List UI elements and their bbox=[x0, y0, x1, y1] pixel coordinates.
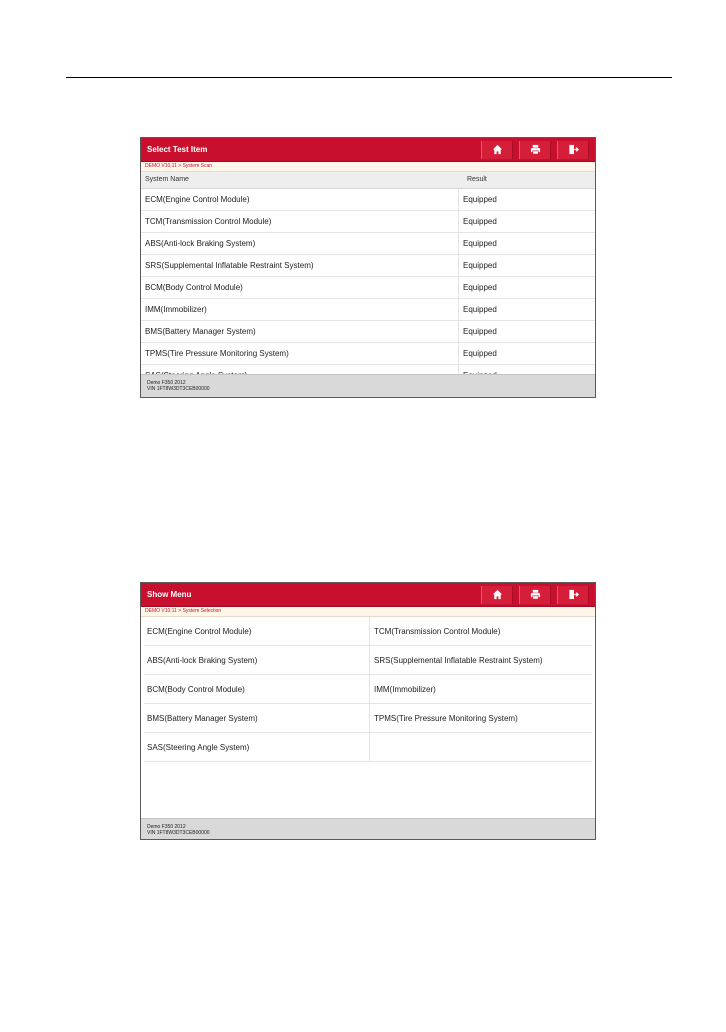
title-bar bbox=[141, 583, 595, 607]
breadcrumb: DEMO V10.11 > System Scan bbox=[141, 162, 595, 172]
column-system-name: System Name bbox=[145, 176, 189, 183]
system-name: ABS(Anti-lock Braking System) bbox=[141, 233, 459, 254]
exit-button[interactable] bbox=[557, 586, 589, 604]
system-result: Equipped bbox=[463, 305, 497, 314]
system-name: BCM(Body Control Module) bbox=[141, 277, 459, 298]
table-row[interactable] bbox=[141, 277, 595, 299]
select-test-item-screen bbox=[140, 137, 596, 398]
table-row[interactable] bbox=[141, 233, 595, 255]
system-name: BMS(Battery Manager System) bbox=[141, 321, 459, 342]
system-name: IMM(Immobilizer) bbox=[141, 299, 459, 320]
menu-item-tcm[interactable]: TCM(Transmission Control Module) bbox=[370, 617, 592, 646]
system-name: ECM(Engine Control Module) bbox=[141, 189, 459, 210]
table-row[interactable] bbox=[141, 343, 595, 365]
screen-title: Show Menu bbox=[147, 590, 192, 599]
vehicle-model: Demo F350 2012 bbox=[147, 380, 186, 386]
system-result: Equipped bbox=[463, 327, 497, 336]
vehicle-info-footer bbox=[141, 818, 595, 839]
print-icon bbox=[530, 589, 541, 600]
table-row[interactable] bbox=[141, 321, 595, 343]
vehicle-model: Demo F350 2012 bbox=[147, 824, 186, 830]
breadcrumb: DEMO V10.11 > System Selection bbox=[141, 607, 595, 617]
system-result: Equipped bbox=[463, 283, 497, 292]
system-result: Equipped bbox=[463, 239, 497, 248]
system-name: SRS(Supplemental Inflatable Restraint System) bbox=[141, 255, 459, 276]
table-row[interactable] bbox=[141, 189, 595, 211]
system-result: Equipped bbox=[463, 349, 497, 358]
menu-item-srs[interactable]: SRS(Supplemental Inflatable Restraint System) bbox=[370, 646, 592, 675]
page-header-rule bbox=[66, 77, 672, 78]
exit-icon bbox=[568, 589, 579, 600]
vehicle-vin: VIN 1FT8W3DT3CEB00000 bbox=[147, 386, 210, 392]
system-result: Equipped bbox=[463, 217, 497, 226]
menu-item-imm[interactable]: IMM(Immobilizer) bbox=[370, 675, 592, 704]
system-result: Equipped bbox=[463, 195, 497, 204]
home-icon bbox=[492, 144, 503, 155]
vehicle-info-footer bbox=[141, 374, 595, 397]
menu-item-sas[interactable]: SAS(Steering Angle System) bbox=[144, 733, 370, 762]
screen-title: Select Test Item bbox=[147, 145, 208, 154]
column-result: Result bbox=[467, 176, 487, 183]
menu-item-bms[interactable]: BMS(Battery Manager System) bbox=[144, 704, 370, 733]
table-row[interactable] bbox=[141, 299, 595, 321]
system-menu-grid bbox=[144, 617, 592, 762]
home-button[interactable] bbox=[481, 586, 513, 604]
home-button[interactable] bbox=[481, 141, 513, 159]
print-button[interactable] bbox=[519, 141, 551, 159]
show-menu-screen bbox=[140, 582, 596, 840]
system-name: TPMS(Tire Pressure Monitoring System) bbox=[141, 343, 459, 364]
menu-item-tpms[interactable]: TPMS(Tire Pressure Monitoring System) bbox=[370, 704, 592, 733]
print-icon bbox=[530, 144, 541, 155]
menu-item-empty bbox=[370, 733, 592, 762]
home-icon bbox=[492, 589, 503, 600]
menu-item-abs[interactable]: ABS(Anti-lock Braking System) bbox=[144, 646, 370, 675]
exit-button[interactable] bbox=[557, 141, 589, 159]
menu-item-ecm[interactable]: ECM(Engine Control Module) bbox=[144, 617, 370, 646]
table-row[interactable] bbox=[141, 211, 595, 233]
vehicle-vin: VIN 1FT8W3DT3CEB00000 bbox=[147, 830, 210, 836]
menu-item-bcm[interactable]: BCM(Body Control Module) bbox=[144, 675, 370, 704]
exit-icon bbox=[568, 144, 579, 155]
table-row[interactable] bbox=[141, 255, 595, 277]
system-table[interactable] bbox=[141, 189, 595, 376]
title-bar bbox=[141, 138, 595, 162]
print-button[interactable] bbox=[519, 586, 551, 604]
system-result: Equipped bbox=[463, 261, 497, 270]
table-header bbox=[141, 172, 595, 189]
system-name: TCM(Transmission Control Module) bbox=[141, 211, 459, 232]
